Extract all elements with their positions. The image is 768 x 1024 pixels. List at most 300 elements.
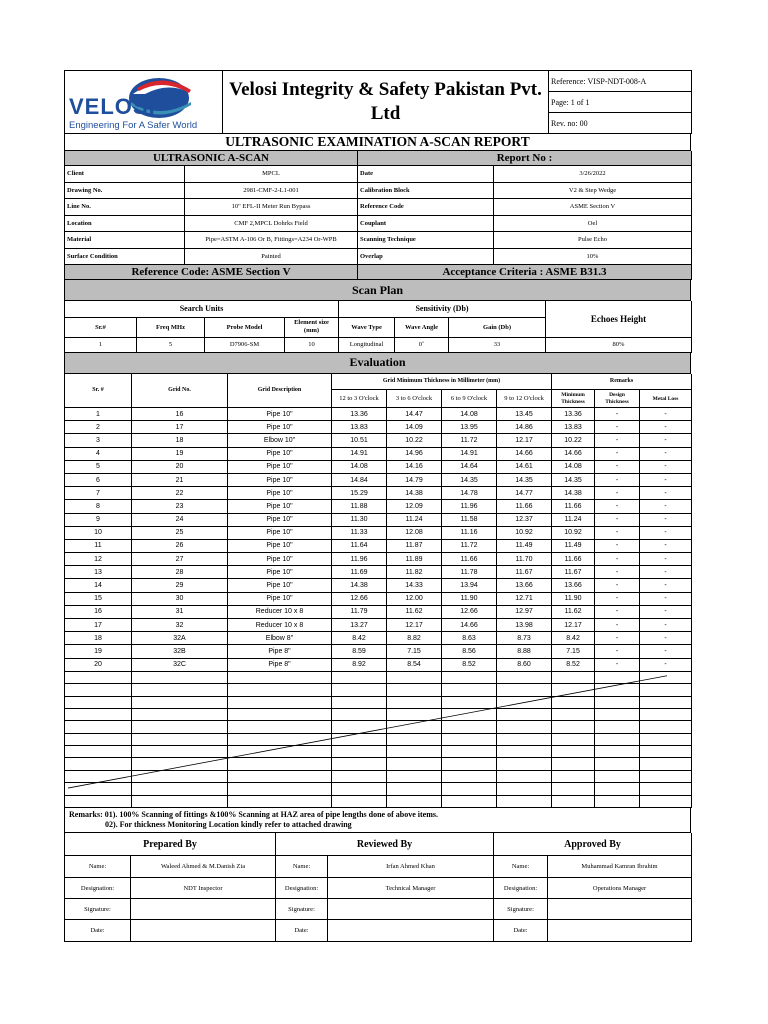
reference-code: Reference Code: ASME Section V: [65, 265, 358, 280]
title-table: [64, 134, 691, 151]
ev-cell-c1: 11.88: [332, 500, 387, 513]
ev-cell-grid: 32C: [132, 658, 228, 671]
info-value: MPCL: [185, 166, 358, 182]
prep-date-label: Date:: [65, 920, 131, 942]
ev-cell-c1: 14.84: [332, 473, 387, 486]
ev-cell-grid: 30: [132, 592, 228, 605]
empty-cell: [640, 770, 692, 782]
empty-cell: [640, 733, 692, 745]
empty-cell: [442, 696, 497, 708]
scan-label: ULTRASONIC A-SCAN: [65, 151, 358, 166]
empty-row: [65, 795, 692, 807]
ev-cell-desc: Reducer 10 x 8: [228, 605, 332, 618]
ev-cell-c2: 14.16: [387, 460, 442, 473]
ev-cell-c2: 12.17: [387, 619, 442, 632]
empty-cell: [442, 684, 497, 696]
sp-h-angle: Wave Angle: [395, 317, 449, 337]
rev-name-label: Name:: [276, 856, 328, 878]
ev-cell-c1: 8.42: [332, 632, 387, 645]
ev-h-c3: 6 to 9 O'clock: [442, 390, 497, 408]
app-date-label: Date:: [494, 920, 548, 942]
empty-row: [65, 770, 692, 782]
ev-cell-design: -: [595, 447, 640, 460]
ev-cell-grid: 25: [132, 526, 228, 539]
app-desig: Operations Manager: [548, 878, 692, 899]
ev-cell-loss: -: [640, 408, 692, 421]
ev-cell-c1: 13.36: [332, 408, 387, 421]
empty-cell: [332, 783, 387, 795]
ev-cell-desc: Pipe 10": [228, 579, 332, 592]
ev-cell-desc: Pipe 10": [228, 421, 332, 434]
ev-cell-desc: Elbow 10": [228, 434, 332, 447]
empty-cell: [552, 684, 595, 696]
info-value: 10%: [494, 248, 692, 265]
empty-cell: [132, 696, 228, 708]
info-label: Scanning Technique: [358, 232, 494, 249]
empty-cell: [387, 783, 442, 795]
empty-cell: [640, 783, 692, 795]
ev-cell-sr: 20: [65, 658, 132, 671]
empty-cell: [228, 721, 332, 733]
ev-cell-c4: 11.66: [497, 500, 552, 513]
ev-cell-c1: 11.64: [332, 539, 387, 552]
search-units-header: Search Units: [65, 301, 339, 317]
ev-cell-sr: 2: [65, 421, 132, 434]
ev-cell-c3: 14.91: [442, 447, 497, 460]
info-row: [65, 248, 692, 265]
empty-cell: [387, 708, 442, 720]
ev-cell-sr: 3: [65, 434, 132, 447]
empty-cell: [640, 795, 692, 807]
empty-cell: [442, 770, 497, 782]
info-label: Date: [358, 166, 494, 182]
ev-cell-sr: 8: [65, 500, 132, 513]
empty-cell: [132, 746, 228, 758]
ev-cell-sr: 12: [65, 553, 132, 566]
ev-cell-c3: 11.66: [442, 553, 497, 566]
empty-cell: [332, 671, 387, 683]
empty-cell: [595, 770, 640, 782]
ev-cell-design: -: [595, 408, 640, 421]
scan-plan-heading: Scan Plan: [65, 280, 691, 301]
empty-cell: [228, 746, 332, 758]
empty-cell: [442, 671, 497, 683]
ev-cell-grid: 29: [132, 579, 228, 592]
ev-cell-c2: 12.08: [387, 526, 442, 539]
empty-row: [65, 708, 692, 720]
prep-date: [131, 920, 276, 942]
ev-cell-loss: -: [640, 539, 692, 552]
ev-cell-min: 11.66: [552, 500, 595, 513]
ev-cell-c3: 8.56: [442, 645, 497, 658]
evaluation-row: [65, 579, 692, 592]
echoes-height-header: Echoes Height: [546, 301, 692, 337]
ev-cell-min: 13.83: [552, 421, 595, 434]
approved-by-header: Approved By: [494, 833, 692, 856]
empty-cell: [552, 733, 595, 745]
empty-cell: [387, 746, 442, 758]
empty-cell: [640, 746, 692, 758]
app-name-label: Name:: [494, 856, 548, 878]
empty-cell: [552, 795, 595, 807]
info-label: Drawing No.: [65, 182, 185, 199]
ev-cell-min: 11.67: [552, 566, 595, 579]
prep-name-label: Name:: [65, 856, 131, 878]
empty-cell: [228, 708, 332, 720]
empty-cell: [228, 696, 332, 708]
rev-desig: Technical Manager: [328, 878, 494, 899]
empty-row: [65, 696, 692, 708]
empty-cell: [497, 671, 552, 683]
ev-h-desc: Grid Description: [228, 374, 332, 408]
info-value: ASME Section V: [494, 199, 692, 216]
ev-cell-min: 11.24: [552, 513, 595, 526]
ev-cell-c2: 11.87: [387, 539, 442, 552]
empty-cell: [497, 721, 552, 733]
ev-cell-min: 14.38: [552, 487, 595, 500]
ev-cell-c2: 14.79: [387, 473, 442, 486]
report-sheet: [64, 70, 691, 942]
ev-cell-grid: 19: [132, 447, 228, 460]
ev-cell-c1: 14.08: [332, 460, 387, 473]
ev-cell-sr: 13: [65, 566, 132, 579]
empty-cell: [442, 708, 497, 720]
empty-cell: [228, 770, 332, 782]
ev-cell-sr: 6: [65, 473, 132, 486]
ev-cell-grid: 31: [132, 605, 228, 618]
info-value: 3/26/2022: [494, 166, 692, 182]
empty-cell: [442, 721, 497, 733]
empty-cell: [595, 795, 640, 807]
ev-cell-loss: -: [640, 526, 692, 539]
ev-cell-loss: -: [640, 500, 692, 513]
empty-cell: [497, 746, 552, 758]
empty-cell: [387, 721, 442, 733]
ev-cell-loss: -: [640, 632, 692, 645]
ev-cell-c1: 11.69: [332, 566, 387, 579]
velosi-logo: [67, 72, 223, 132]
ev-cell-c4: 8.60: [497, 658, 552, 671]
empty-cell: [332, 684, 387, 696]
evaluation-row: [65, 473, 692, 486]
ev-h-c1: 12 to 3 O'clock: [332, 390, 387, 408]
ev-cell-grid: 28: [132, 566, 228, 579]
ev-cell-sr: 1: [65, 408, 132, 421]
ev-cell-min: 8.52: [552, 658, 595, 671]
empty-cell: [640, 721, 692, 733]
empty-cell: [65, 684, 132, 696]
ev-cell-c3: 11.16: [442, 526, 497, 539]
prep-sign-label: Signature:: [65, 899, 131, 920]
info-value: Pipe=ASTM A-106 Or B, Fittings=A234 Or-WPB: [185, 232, 358, 249]
ev-cell-sr: 17: [65, 619, 132, 632]
empty-cell: [132, 758, 228, 770]
ev-cell-loss: -: [640, 421, 692, 434]
empty-cell: [552, 770, 595, 782]
ev-cell-grid: 17: [132, 421, 228, 434]
empty-row: [65, 783, 692, 795]
ev-cell-c3: 12.66: [442, 605, 497, 618]
empty-cell: [65, 795, 132, 807]
ev-cell-c4: 12.71: [497, 592, 552, 605]
empty-cell: [65, 721, 132, 733]
company-name: Velosi Integrity & Safety Pakistan Pvt. Ltd: [223, 71, 549, 134]
ev-cell-c1: 14.91: [332, 447, 387, 460]
empty-cell: [332, 733, 387, 745]
empty-cell: [497, 795, 552, 807]
ev-cell-grid: 26: [132, 539, 228, 552]
ev-cell-design: -: [595, 553, 640, 566]
ev-cell-sr: 18: [65, 632, 132, 645]
ev-cell-c4: 14.86: [497, 421, 552, 434]
empty-cell: [228, 733, 332, 745]
ev-cell-c4: 14.35: [497, 473, 552, 486]
empty-cell: [595, 758, 640, 770]
ev-cell-c2: 11.62: [387, 605, 442, 618]
codes-band: [64, 265, 692, 280]
ev-cell-c4: 8.73: [497, 632, 552, 645]
ev-cell-desc: Pipe 10": [228, 460, 332, 473]
empty-cell: [497, 733, 552, 745]
ev-cell-sr: 11: [65, 539, 132, 552]
ev-h-sr: Sr. #: [65, 374, 132, 408]
ev-cell-min: 11.49: [552, 539, 595, 552]
ev-cell-c3: 11.96: [442, 500, 497, 513]
empty-row: [65, 733, 692, 745]
ev-cell-min: 14.08: [552, 460, 595, 473]
empty-cell: [132, 684, 228, 696]
ev-cell-c4: 14.66: [497, 447, 552, 460]
ev-cell-design: -: [595, 473, 640, 486]
ev-cell-grid: 22: [132, 487, 228, 500]
app-name: Muhammad Kamran Ibrahim: [548, 856, 692, 878]
evaluation-row: [65, 421, 692, 434]
ev-cell-loss: -: [640, 592, 692, 605]
ev-cell-design: -: [595, 500, 640, 513]
header-table: [64, 70, 692, 134]
ev-cell-sr: 7: [65, 487, 132, 500]
ev-cell-loss: -: [640, 460, 692, 473]
ev-cell-c1: 8.92: [332, 658, 387, 671]
ev-cell-min: 14.35: [552, 473, 595, 486]
info-value: V2 & Step Wedge: [494, 182, 692, 199]
ev-cell-c3: 11.72: [442, 434, 497, 447]
empty-cell: [132, 721, 228, 733]
ev-cell-c2: 8.54: [387, 658, 442, 671]
evaluation-row: [65, 632, 692, 645]
ev-cell-desc: Pipe 8": [228, 658, 332, 671]
ev-cell-loss: -: [640, 473, 692, 486]
info-label: Couplant: [358, 215, 494, 232]
empty-cell: [640, 708, 692, 720]
ev-cell-sr: 16: [65, 605, 132, 618]
ev-cell-c3: 11.78: [442, 566, 497, 579]
ev-cell-loss: -: [640, 434, 692, 447]
evaluation-row: [65, 513, 692, 526]
sp-probe: D7906-SM: [205, 337, 285, 352]
sp-sr: 1: [65, 337, 137, 352]
empty-cell: [65, 758, 132, 770]
ev-cell-c2: 7.15: [387, 645, 442, 658]
ev-cell-sr: 19: [65, 645, 132, 658]
empty-cell: [332, 721, 387, 733]
empty-cell: [65, 733, 132, 745]
empty-cell: [65, 783, 132, 795]
empty-cell: [132, 795, 228, 807]
ev-cell-desc: Elbow 8": [228, 632, 332, 645]
empty-cell: [442, 758, 497, 770]
ev-cell-loss: -: [640, 645, 692, 658]
ev-cell-min: 10.22: [552, 434, 595, 447]
ev-cell-loss: -: [640, 553, 692, 566]
prepared-by-header: Prepared By: [65, 833, 276, 856]
empty-cell: [442, 795, 497, 807]
ev-cell-desc: Pipe 10": [228, 539, 332, 552]
ev-cell-c1: 10.51: [332, 434, 387, 447]
empty-cell: [65, 770, 132, 782]
ev-cell-c2: 12.09: [387, 500, 442, 513]
ev-cell-desc: Pipe 10": [228, 513, 332, 526]
prep-desig: NDT Inspector: [131, 878, 276, 899]
sp-h-wave: Wave Type: [339, 317, 395, 337]
info-row: [65, 199, 692, 216]
info-row: [65, 215, 692, 232]
ev-cell-c3: 8.52: [442, 658, 497, 671]
ev-h-grid: Grid No.: [132, 374, 228, 408]
ev-cell-desc: Pipe 10": [228, 408, 332, 421]
prep-desig-label: Designation:: [65, 878, 131, 899]
scan-band: [64, 151, 692, 166]
ev-cell-c3: 14.66: [442, 619, 497, 632]
empty-cell: [132, 671, 228, 683]
evaluation-row: [65, 605, 692, 618]
empty-cell: [387, 770, 442, 782]
info-label: Overlap: [358, 248, 494, 265]
remarks-line-2: 02). For thickness Monitoring Location kindly refer to attached drawing: [105, 820, 352, 830]
rev-name: Irfan Ahmed Khan: [328, 856, 494, 878]
rev-date-label: Date:: [276, 920, 328, 942]
ev-cell-c4: 11.70: [497, 553, 552, 566]
ev-cell-grid: 23: [132, 500, 228, 513]
ev-cell-c2: 10.22: [387, 434, 442, 447]
ev-h-group: Grid Minimum Thickness in Millimeter (mm): [332, 374, 552, 390]
empty-cell: [640, 696, 692, 708]
empty-cell: [497, 684, 552, 696]
ev-cell-c4: 14.61: [497, 460, 552, 473]
scan-plan-title: [64, 280, 691, 301]
evaluation-row: [65, 526, 692, 539]
info-label: Location: [65, 215, 185, 232]
empty-cell: [552, 671, 595, 683]
prep-name: Waleed Ahmed & M.Danish Zia: [131, 856, 276, 878]
rev-sign-label: Signature:: [276, 899, 328, 920]
empty-cell: [132, 770, 228, 782]
acceptance-criteria: Acceptance Criteria : ASME B31.3: [358, 265, 692, 280]
empty-row: [65, 721, 692, 733]
info-label: Material: [65, 232, 185, 249]
info-value: 2981-CMF-2-L1-001: [185, 182, 358, 199]
ev-cell-design: -: [595, 605, 640, 618]
ev-cell-design: -: [595, 513, 640, 526]
empty-cell: [387, 733, 442, 745]
logo-wordmark: VELOSI: [69, 94, 156, 119]
ev-cell-desc: Pipe 10": [228, 447, 332, 460]
ev-cell-c3: 14.78: [442, 487, 497, 500]
info-row: [65, 166, 692, 182]
ev-cell-desc: Pipe 10": [228, 526, 332, 539]
ev-cell-design: -: [595, 658, 640, 671]
ev-cell-design: -: [595, 566, 640, 579]
ev-cell-desc: Pipe 10": [228, 500, 332, 513]
ev-cell-c1: 13.27: [332, 619, 387, 632]
evaluation-row: [65, 619, 692, 632]
empty-cell: [552, 746, 595, 758]
evaluation-table: [64, 374, 692, 809]
app-sign-label: Signature:: [494, 899, 548, 920]
ev-cell-min: 7.15: [552, 645, 595, 658]
empty-cell: [595, 733, 640, 745]
remarks-block: [64, 808, 691, 833]
info-value: 10" EFL-II Meter Run Bypass: [185, 199, 358, 216]
ev-cell-min: 13.36: [552, 408, 595, 421]
info-row: [65, 182, 692, 199]
info-table: [64, 166, 692, 265]
sensitivity-header: Sensitivity (Db): [339, 301, 546, 317]
evaluation-row: [65, 487, 692, 500]
empty-cell: [497, 783, 552, 795]
empty-cell: [442, 733, 497, 745]
evaluation-row: [65, 553, 692, 566]
signoff-table: [64, 833, 692, 942]
empty-cell: [332, 696, 387, 708]
empty-cell: [228, 758, 332, 770]
empty-cell: [228, 684, 332, 696]
ev-cell-c3: 11.90: [442, 592, 497, 605]
ev-cell-sr: 14: [65, 579, 132, 592]
evaluation-row: [65, 408, 692, 421]
info-label: Calibration Block: [358, 182, 494, 199]
ev-cell-sr: 15: [65, 592, 132, 605]
ev-cell-c4: 8.88: [497, 645, 552, 658]
ev-cell-design: -: [595, 460, 640, 473]
ev-cell-desc: Pipe 10": [228, 473, 332, 486]
empty-cell: [595, 696, 640, 708]
ev-cell-desc: Pipe 10": [228, 592, 332, 605]
evaluation-row: [65, 658, 692, 671]
sp-freq: 5: [137, 337, 205, 352]
evaluation-row: [65, 645, 692, 658]
empty-cell: [595, 746, 640, 758]
ev-cell-sr: 10: [65, 526, 132, 539]
empty-cell: [228, 795, 332, 807]
ev-cell-loss: -: [640, 566, 692, 579]
ev-cell-design: -: [595, 421, 640, 434]
ev-h-design: Design Thickness: [595, 390, 640, 408]
empty-cell: [387, 758, 442, 770]
empty-row: [65, 684, 692, 696]
info-row: [65, 232, 692, 249]
evaluation-row: [65, 539, 692, 552]
ev-h-c2: 3 to 6 O'clock: [387, 390, 442, 408]
ev-cell-min: 11.90: [552, 592, 595, 605]
empty-cell: [595, 684, 640, 696]
ev-cell-desc: Reducer 10 x 8: [228, 619, 332, 632]
empty-row: [65, 758, 692, 770]
remarks-line-1: Remarks: 01). 100% Scanning of fittings &100% Scanning at HAZ area of pipe lengths done of above items.: [69, 810, 438, 820]
logo-cell: [65, 71, 223, 134]
empty-cell: [595, 671, 640, 683]
info-label: Surface Condition: [65, 248, 185, 265]
